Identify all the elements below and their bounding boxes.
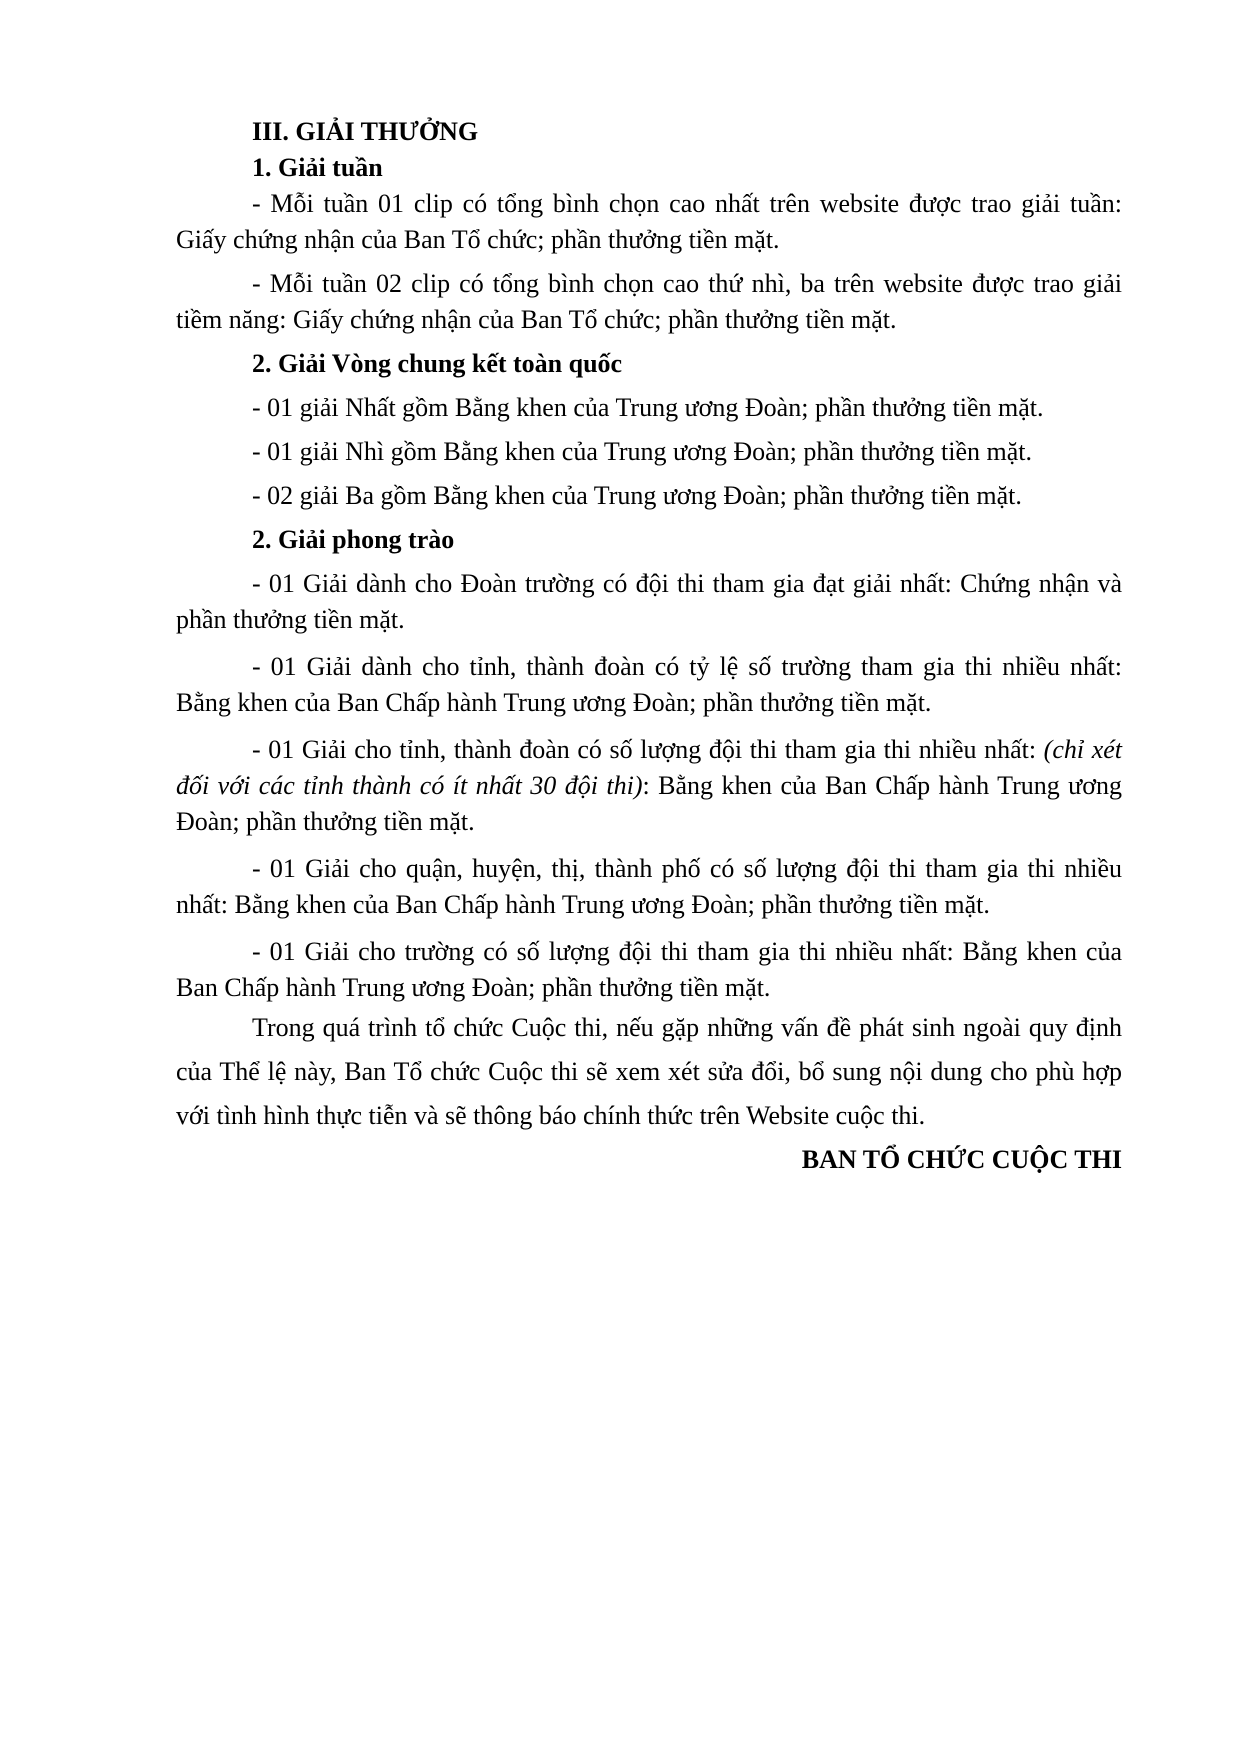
section-title: III. GIẢI THƯỞNG	[252, 117, 479, 146]
closing-paragraph: Trong quá trình tổ chức Cuộc thi, nếu gặp những vấn đề phát sinh ngoài quy định của Thể lệ này, Ban Tổ chức Cuộc thi sẽ xem xét sửa đổi, bổ sung nội dung cho phù hợp với tình hình thực tiễn và sẽ thông báo chính thức trên Website cuộc thi.	[176, 1013, 1122, 1130]
final-prize-item-2: - 01 giải Nhì gồm Bằng khen của Trung ương Đoàn; phần thưởng tiền mặt.	[252, 437, 1032, 466]
movement-prize-item-3-start: - 01 Giải cho tỉnh, thành đoàn có số lượng đội thi tham gia thi nhiều nhất:	[252, 735, 1044, 764]
week-prize-heading: 1. Giải tuần	[252, 153, 383, 182]
movement-prize-item-2: - 01 Giải dành cho tỉnh, thành đoàn có tỷ lệ số trường tham gia thi nhiều nhất: Bằng khen của Ban Chấp hành Trung ương Đoàn; phần thưởng tiền mặt.	[176, 652, 1122, 717]
document-page	[176, 114, 1122, 1178]
movement-prize-item-5: - 01 Giải cho trường có số lượng đội thi tham gia thi nhiều nhất: Bằng khen của Ban Chấp hành Trung ương Đoàn; phần thưởng tiền mặt.	[176, 937, 1122, 1002]
week-prize-item-2: - Mỗi tuần 02 clip có tổng bình chọn cao thứ nhì, ba trên website được trao giải tiềm năng: Giấy chứng nhận của Ban Tổ chức; phần thưởng tiền mặt.	[176, 269, 1122, 334]
final-prize-item-1: - 01 giải Nhất gồm Bằng khen của Trung ương Đoàn; phần thưởng tiền mặt.	[252, 393, 1044, 422]
final-prize-heading: 2. Giải Vòng chung kết toàn quốc	[252, 349, 623, 378]
week-prize-item-1: - Mỗi tuần 01 clip có tổng bình chọn cao nhất trên website được trao giải tuần: Giấy chứng nhận của Ban Tổ chức; phần thưởng tiền mặt.	[176, 189, 1122, 254]
movement-prize-item-3	[176, 732, 1122, 840]
movement-prize-item-4: - 01 Giải cho quận, huyện, thị, thành phố có số lượng đội thi tham gia thi nhiều nhất: Bằng khen của Ban Chấp hành Trung ương Đoàn; phần thưởng tiền mặt.	[176, 854, 1122, 919]
movement-prize-heading: 2. Giải phong trào	[252, 525, 455, 554]
signature: BAN TỔ CHỨC CUỘC THI	[801, 1145, 1122, 1174]
movement-prize-item-1: - 01 Giải dành cho Đoàn trường có đội thi tham gia đạt giải nhất: Chứng nhận và phần thưởng tiền mặt.	[176, 569, 1122, 634]
movement-prize-item-3-note: (chỉ xét đối với các tỉnh thành có ít nhất 30 đội thi)	[176, 735, 1122, 800]
final-prize-item-3: - 02 giải Ba gồm Bằng khen của Trung ương Đoàn; phần thưởng tiền mặt.	[252, 481, 1022, 510]
movement-prize-item-3-end: : Bằng khen của Ban Chấp hành Trung ương Đoàn; phần thưởng tiền mặt.	[176, 771, 1122, 836]
